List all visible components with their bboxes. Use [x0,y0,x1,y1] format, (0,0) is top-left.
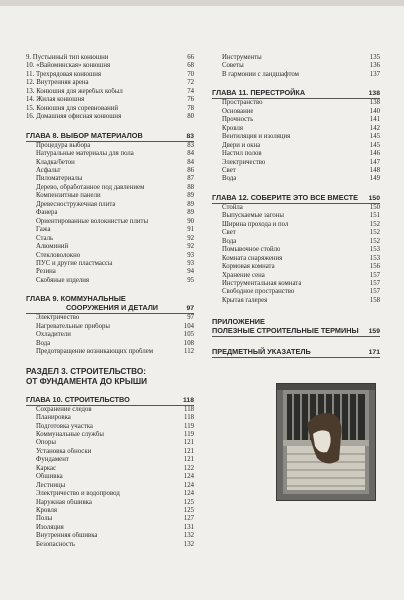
chapter-12-entry [212,288,380,296]
chapter-12-entry [212,212,380,220]
chapter-8-entry [26,277,194,285]
stable-door-illustration [277,384,375,500]
chapter-8-heading [26,131,194,142]
chapter-8-entry-title: Компензитные панели [36,192,101,200]
chapter-11-title: ГЛАВА 11. ПЕРЕСТРОЙКА [212,88,306,98]
chapter-10-entry-title: Обшивка [36,473,63,481]
chapter-8-entry [26,260,194,268]
chapter-8-entry [26,192,194,200]
chapter-10-entry-page: 121 [183,439,194,447]
chapter-8-entry [26,184,194,192]
toc-entry [26,54,194,62]
chapter-8-entry-title: Фанера [36,209,58,217]
chapter-9-entry [26,340,194,348]
chapter-9-entry-title: Нагревательные приборы [36,322,110,330]
toc-entry-title: 12. Внутренняя арена [26,79,89,87]
chapter-11-entry-page: 146 [369,150,380,158]
chapter-8-entry [26,235,194,243]
chapter-10-entry-page: 122 [183,464,194,472]
toc-entry [212,71,380,79]
toc-entry-title: 14. Жилая конюшня [26,96,85,104]
toc-entry-title: Советы [222,62,244,70]
chapter-10-entry-title: Лестницы [36,481,66,489]
chapter-12-entry-title: Хранение сена [222,271,265,279]
chapter-11 [212,88,380,184]
chapter-11-entry-page: 145 [369,133,380,141]
chapter-10-entry [26,532,194,540]
chapter-9-entry [26,314,194,322]
chapter-8-entry-title: Сталь [36,234,54,242]
toc-entry [26,113,194,121]
chapter-10-entry-title: Подготовка участка [36,422,93,430]
chapter-8-entry-page: 83 [187,141,194,149]
chapter-12-entry-page: 150 [369,203,380,211]
chapter-12-entry [212,272,380,280]
toc-entry-page: 74 [187,87,194,95]
chapter-8-entry-page: 84 [187,150,194,158]
chapter-8-entry-page: 88 [187,183,194,191]
chapter-10-entry-page: 132 [183,532,194,540]
chapter-11-entry-title: Пространство [222,99,263,107]
toc-entry [26,88,194,96]
chapter-11-entry-page: 147 [369,158,380,166]
chapter-10-entry-page: 124 [183,481,194,489]
chapter-10-entry [26,507,194,515]
toc-left-column [26,54,194,549]
chapter-8-entry-title: Дерево, обработанное под давлением [36,183,145,191]
chapter-10-entry-page: 118 [184,405,194,413]
chapter-11-entry-title: Вода [222,175,237,183]
chapter-12-entry-title: Свет [222,229,236,237]
chapter-11-entry-title: Вентиляция и изоляция [222,133,291,141]
toc-entry [26,105,194,113]
toc-entry [26,96,194,104]
chapter-10-items [26,406,194,550]
toc-entry [26,62,194,70]
toc-entry-page: 70 [187,70,194,78]
chapter-10-entry [26,448,194,456]
toc-entry-page: 66 [187,54,194,61]
toc-entry [26,71,194,79]
toc-entry-page: 135 [369,54,380,61]
chapter-11-entry-page: 138 [369,99,380,107]
appendix-label: ПРИЛОЖЕНИЕ [212,317,265,327]
chapter-8-entry [26,167,194,175]
chapter-12-entry [212,221,380,229]
chapter-11-entry-title: Прочность [222,116,254,124]
appendix-page: 159 [368,328,380,336]
toc-entry-title: 15. Конюшня для соревнований [26,104,118,112]
chapter-8-entry-page: 93 [187,259,194,267]
chapter-10-entry [26,524,194,532]
chapter-10-entry-page: 119 [184,422,194,430]
toc-entry [212,62,380,70]
section-3-title-line1: РАЗДЕЛ 3. СТРОИТЕЛЬСТВО: [26,366,146,376]
chapter-8-entry-page: 92 [187,234,194,242]
chapter-8-entry-title: Пиломатериалы [36,175,83,183]
chapter-8-entry-page: 94 [187,268,194,276]
toc-entry-page: 80 [187,113,194,121]
chapter-11-entry [212,175,380,183]
chapter-10-entry [26,414,194,422]
chapter-8-title: ГЛАВА 8. ВЫБОР МАТЕРИАЛОВ [26,130,143,140]
chapter-12-entry [212,246,380,254]
chapter-12-entry-page: 152 [369,229,380,237]
chapter-10-entry-title: Опоры [36,439,56,447]
chapter-12-entry-title: Стойла [222,203,243,211]
chapter-11-heading [212,88,380,99]
chapter-11-entry [212,159,380,167]
chapter-10-entry-title: Кровля [36,507,57,515]
toc-entry-title: 13. Конюшня для жеребых кобыл [26,87,123,95]
chapter-10-entry-page: 121 [183,447,194,455]
chapter-10-entry [26,406,194,414]
chapter-12-entry-page: 152 [369,237,380,245]
toc-entry-title: Инструменты [222,54,262,61]
stable-door-photo [276,383,376,501]
chapter-10-entry-page: 127 [183,515,194,523]
chapter-8-entry-title: Древесностружечная плита [36,200,116,208]
chapter-12-entry-title: Комната снаряжения [222,254,283,262]
chapter-11-entry-title: Основание [222,107,254,115]
chapter-10-entry-title: Сохранение следов [36,405,92,413]
toc-entry-page: 72 [187,79,194,87]
toc-entry-title: 10. «Вайоминская» конюшня [26,62,111,70]
toc-entry-title: 16. Домашняя офисная конюшня [26,113,122,121]
chapter-10-entry [26,490,194,498]
toc-entry-page: 137 [369,70,380,78]
chapter-12-entry-title: Свободное пространство [222,288,295,296]
chapter-10-entry [26,515,194,523]
chapter-8-items [26,142,194,286]
chapter-8-entry [26,252,194,260]
chapter-8-entry-page: 89 [187,192,194,200]
chapter-10-entry-title: Каркас [36,464,57,472]
chapter-12-entry [212,204,380,212]
chapter-9-entry-page: 112 [184,348,194,356]
chapter-8-entry-page: 93 [187,251,194,259]
chapter-10-entry-title: Коммунальные службы [36,430,104,438]
chapter-12-page: 150 [368,194,380,202]
chapter-10 [26,395,194,550]
chapter-8-entry-title: Ориентированные волокнистые плиты [36,217,149,225]
chapter-12-entry-page: 151 [369,212,380,220]
chapter-10-entry [26,473,194,481]
chapter-9-entry-page: 108 [183,339,194,347]
chapter-12-entry-page: 157 [369,271,380,279]
appendix-title: ПОЛЕЗНЫЕ СТРОИТЕЛЬНЫЕ ТЕРМИНЫ [212,326,359,336]
chapter-8-entry-title: Гажа [36,226,51,234]
chapter-11-entry-page: 145 [369,141,380,149]
chapter-11-entry-title: Настил полов [222,150,262,158]
chapter-10-entry [26,482,194,490]
chapter-8-entry-page: 92 [187,243,194,251]
chapter-10-entry-title: Планировка [36,414,71,422]
chapter-9 [26,294,194,356]
section-3 [26,367,194,387]
toc-entry-title: 11. Трехрядовая конюшня [26,70,101,78]
chapter-11-entry-title: Электричество [222,158,266,166]
chapter-9-entry-page: 104 [183,322,194,330]
chapter-8-entry-page: 95 [187,276,194,284]
chapter-9-entry-page: 105 [183,331,194,339]
chapter-8-entry-page: 89 [187,200,194,208]
chapter-10-entry-title: Безопасность [36,540,76,548]
chapter-11-entry [212,108,380,116]
chapter-12-entry-page: 156 [369,263,380,271]
appendix-heading [212,326,380,337]
chapter-8-entry-title: Кладка/бетон [36,158,75,166]
toc-entry [212,54,380,62]
chapter-10-entry-title: Изоляция [36,523,64,531]
chapter-8-entry [26,218,194,226]
chapter-8-entry [26,142,194,150]
chapter-11-entry [212,116,380,124]
chapter-12-entry [212,297,380,305]
chapter-11-entry-page: 141 [369,116,380,124]
chapter-12 [212,193,380,305]
toc-entry-title: В гармонии с ландшафтом [222,70,299,78]
chapter-12-items [212,204,380,305]
appendix [212,317,380,337]
chapter-10-entry-title: Внутренняя обшивка [36,532,98,540]
chapter-9-entry-title: Вода [36,339,51,347]
toc-right-column [212,54,380,358]
chapter-10-entry-page: 119 [184,430,194,438]
chapter-9-entry-title: Предотвращение возникающих проблем [36,348,154,356]
chapter-10-entry-title: Установка обноски [36,447,92,455]
chapter-9-entry-title: Охладители [36,331,71,339]
chapter-11-entry-title: Двери и окна [222,141,261,149]
chapter-9-title-row [26,303,194,314]
chapter-12-entry [212,229,380,237]
chapter-12-entry-page: 157 [369,279,380,287]
chapter-8-entry [26,226,194,234]
chapter-10-entry-title: Полы [36,515,53,523]
toc-entry [26,79,194,87]
chapter-10-entry [26,423,194,431]
subject-index-title: ПРЕДМЕТНЫЙ УКАЗАТЕЛЬ [212,347,311,357]
chapter-10-page: 118 [183,396,194,404]
chapter-12-entry-page: 153 [369,246,380,254]
toc-entry-page: 78 [187,104,194,112]
chapter-12-entry-title: Инструментальная комната [222,279,302,287]
chapter-12-entry-title: Выпускаемые загоны [222,212,284,220]
chapter-8-entry-page: 90 [187,217,194,225]
chapter-8-entry [26,268,194,276]
chapter-10-entry [26,499,194,507]
chapter-8-entry [26,201,194,209]
chapter-11-entry [212,99,380,107]
chapter-10-title: ГЛАВА 10. СТРОИТЕЛЬСТВО [26,394,130,404]
chapter-10-entry-title: Фундамент [36,456,69,464]
chapter-9-items [26,314,194,356]
chapter-10-entry [26,456,194,464]
chapter-9-entry [26,323,194,331]
chapter-9-heading [26,294,194,314]
chapter-10-entry [26,439,194,447]
chapter-11-entry-page: 149 [369,175,380,183]
chapter-9-entry [26,348,194,356]
chapter-8-entry [26,175,194,183]
chapter-8 [26,131,194,286]
chapter-10-entry-page: 131 [183,523,194,531]
chapter-8-entry [26,243,194,251]
chapter-11-entry [212,142,380,150]
chapter-8-entry-title: ПУС и другие пластмассы [36,259,113,267]
chapter-11-entry [212,167,380,175]
chapter-12-entry [212,238,380,246]
chapter-8-entry-title: Процедура выбора [36,141,91,149]
chapter-10-heading [26,395,194,406]
subject-index [212,347,380,358]
chapter-12-entry-page: 158 [369,296,380,304]
chapter-9-entry-title: Электричество [36,314,80,322]
chapter-10-entry-page: 125 [183,498,194,506]
chapter-11-entry [212,133,380,141]
chapter-12-entry-title: Крытая галерея [222,296,268,304]
chapter-9-entry [26,331,194,339]
chapter-12-entry-title: Помывочное стойло [222,246,281,254]
chapter-10-entry [26,431,194,439]
chapter-9-title-line2: СООРУЖЕНИЯ И ДЕТАЛИ [66,303,159,313]
chapter-10-entry-page: 118 [184,414,194,422]
chapter-8-entry-title: Скобяные изделия [36,276,90,284]
chapter-10-entry-page: 132 [183,540,194,548]
chapter-11-entry [212,150,380,158]
chapter-12-entry-title: Ширина прохода и пол [222,220,289,228]
chapter-8-entry-title: Алюминий [36,243,69,251]
chapter-12-entry-title: Вода [222,237,237,245]
chapter-9-entry-page: 97 [187,314,194,322]
chapter-12-entry [212,255,380,263]
chapter-8-entry-page: 89 [187,209,194,217]
section-3-title-line2: ОТ ФУНДАМЕНТА ДО КРЫШИ [26,376,148,386]
chapter-8-entry-title: Резина [36,268,56,276]
chapter-10-entry [26,465,194,473]
chapter-8-entry-title: Натуральные материалы для пола [36,150,134,158]
chapter-10-entry-page: 124 [183,490,194,498]
chapter-10-entry-page: 124 [183,473,194,481]
chapter-11-entry-page: 142 [369,124,380,132]
toc-entry-page: 136 [369,62,380,70]
toc-entry-title: 9. Пустынный тип конюшни [26,54,109,61]
chapter-10-entry-title: Наружная обшивка [36,498,92,506]
chapter-12-entry-page: 157 [369,288,380,296]
chapter-8-entry-title: Асфальт [36,166,61,174]
chapter-8-entry-page: 86 [187,166,194,174]
chapter-10-entry-title: Электричество и водопровод [36,490,120,498]
chapter-12-entry [212,280,380,288]
subject-index-heading [212,347,380,358]
chapter-11-page: 138 [368,90,380,98]
chapter-12-entry-title: Кормовая комната [222,263,275,271]
page-top-edge [0,0,404,6]
chapter-8-page: 83 [186,132,194,140]
chapter-8-entry-page: 84 [187,158,194,166]
chapter-12-title: ГЛАВА 12. СОБЕРИТЕ ЭТО ВСЕ ВМЕСТЕ [212,192,359,202]
toc-list-continued-right [212,54,380,79]
chapter-11-entry-title: Кровля [222,124,243,132]
chapter-12-entry-page: 152 [369,220,380,228]
chapter-12-entry-page: 153 [369,254,380,262]
subject-index-page: 171 [368,349,380,357]
toc-list-continued [26,54,194,122]
chapter-8-entry [26,209,194,217]
chapter-11-entry-page: 148 [369,166,380,174]
toc-entry-page: 68 [187,62,194,70]
chapter-11-entry-page: 140 [369,107,380,115]
chapter-11-entry [212,125,380,133]
chapter-10-entry [26,541,194,549]
chapter-10-entry-page: 121 [183,456,194,464]
chapter-9-title-line1: ГЛАВА 9. КОММУНАЛЬНЫЕ [26,294,126,304]
chapter-8-entry-page: 91 [187,226,194,234]
chapter-10-entry-page: 125 [183,507,194,515]
chapter-12-entry [212,263,380,271]
chapter-11-entry-title: Свет [222,166,236,174]
toc-entry-page: 76 [187,96,194,104]
chapter-9-page: 97 [186,305,194,313]
chapter-8-entry-page: 87 [187,175,194,183]
chapter-11-items [212,99,380,184]
chapter-8-entry [26,159,194,167]
chapter-8-entry-title: Стекловолокно [36,251,81,259]
chapter-12-heading [212,193,380,204]
chapter-8-entry [26,150,194,158]
